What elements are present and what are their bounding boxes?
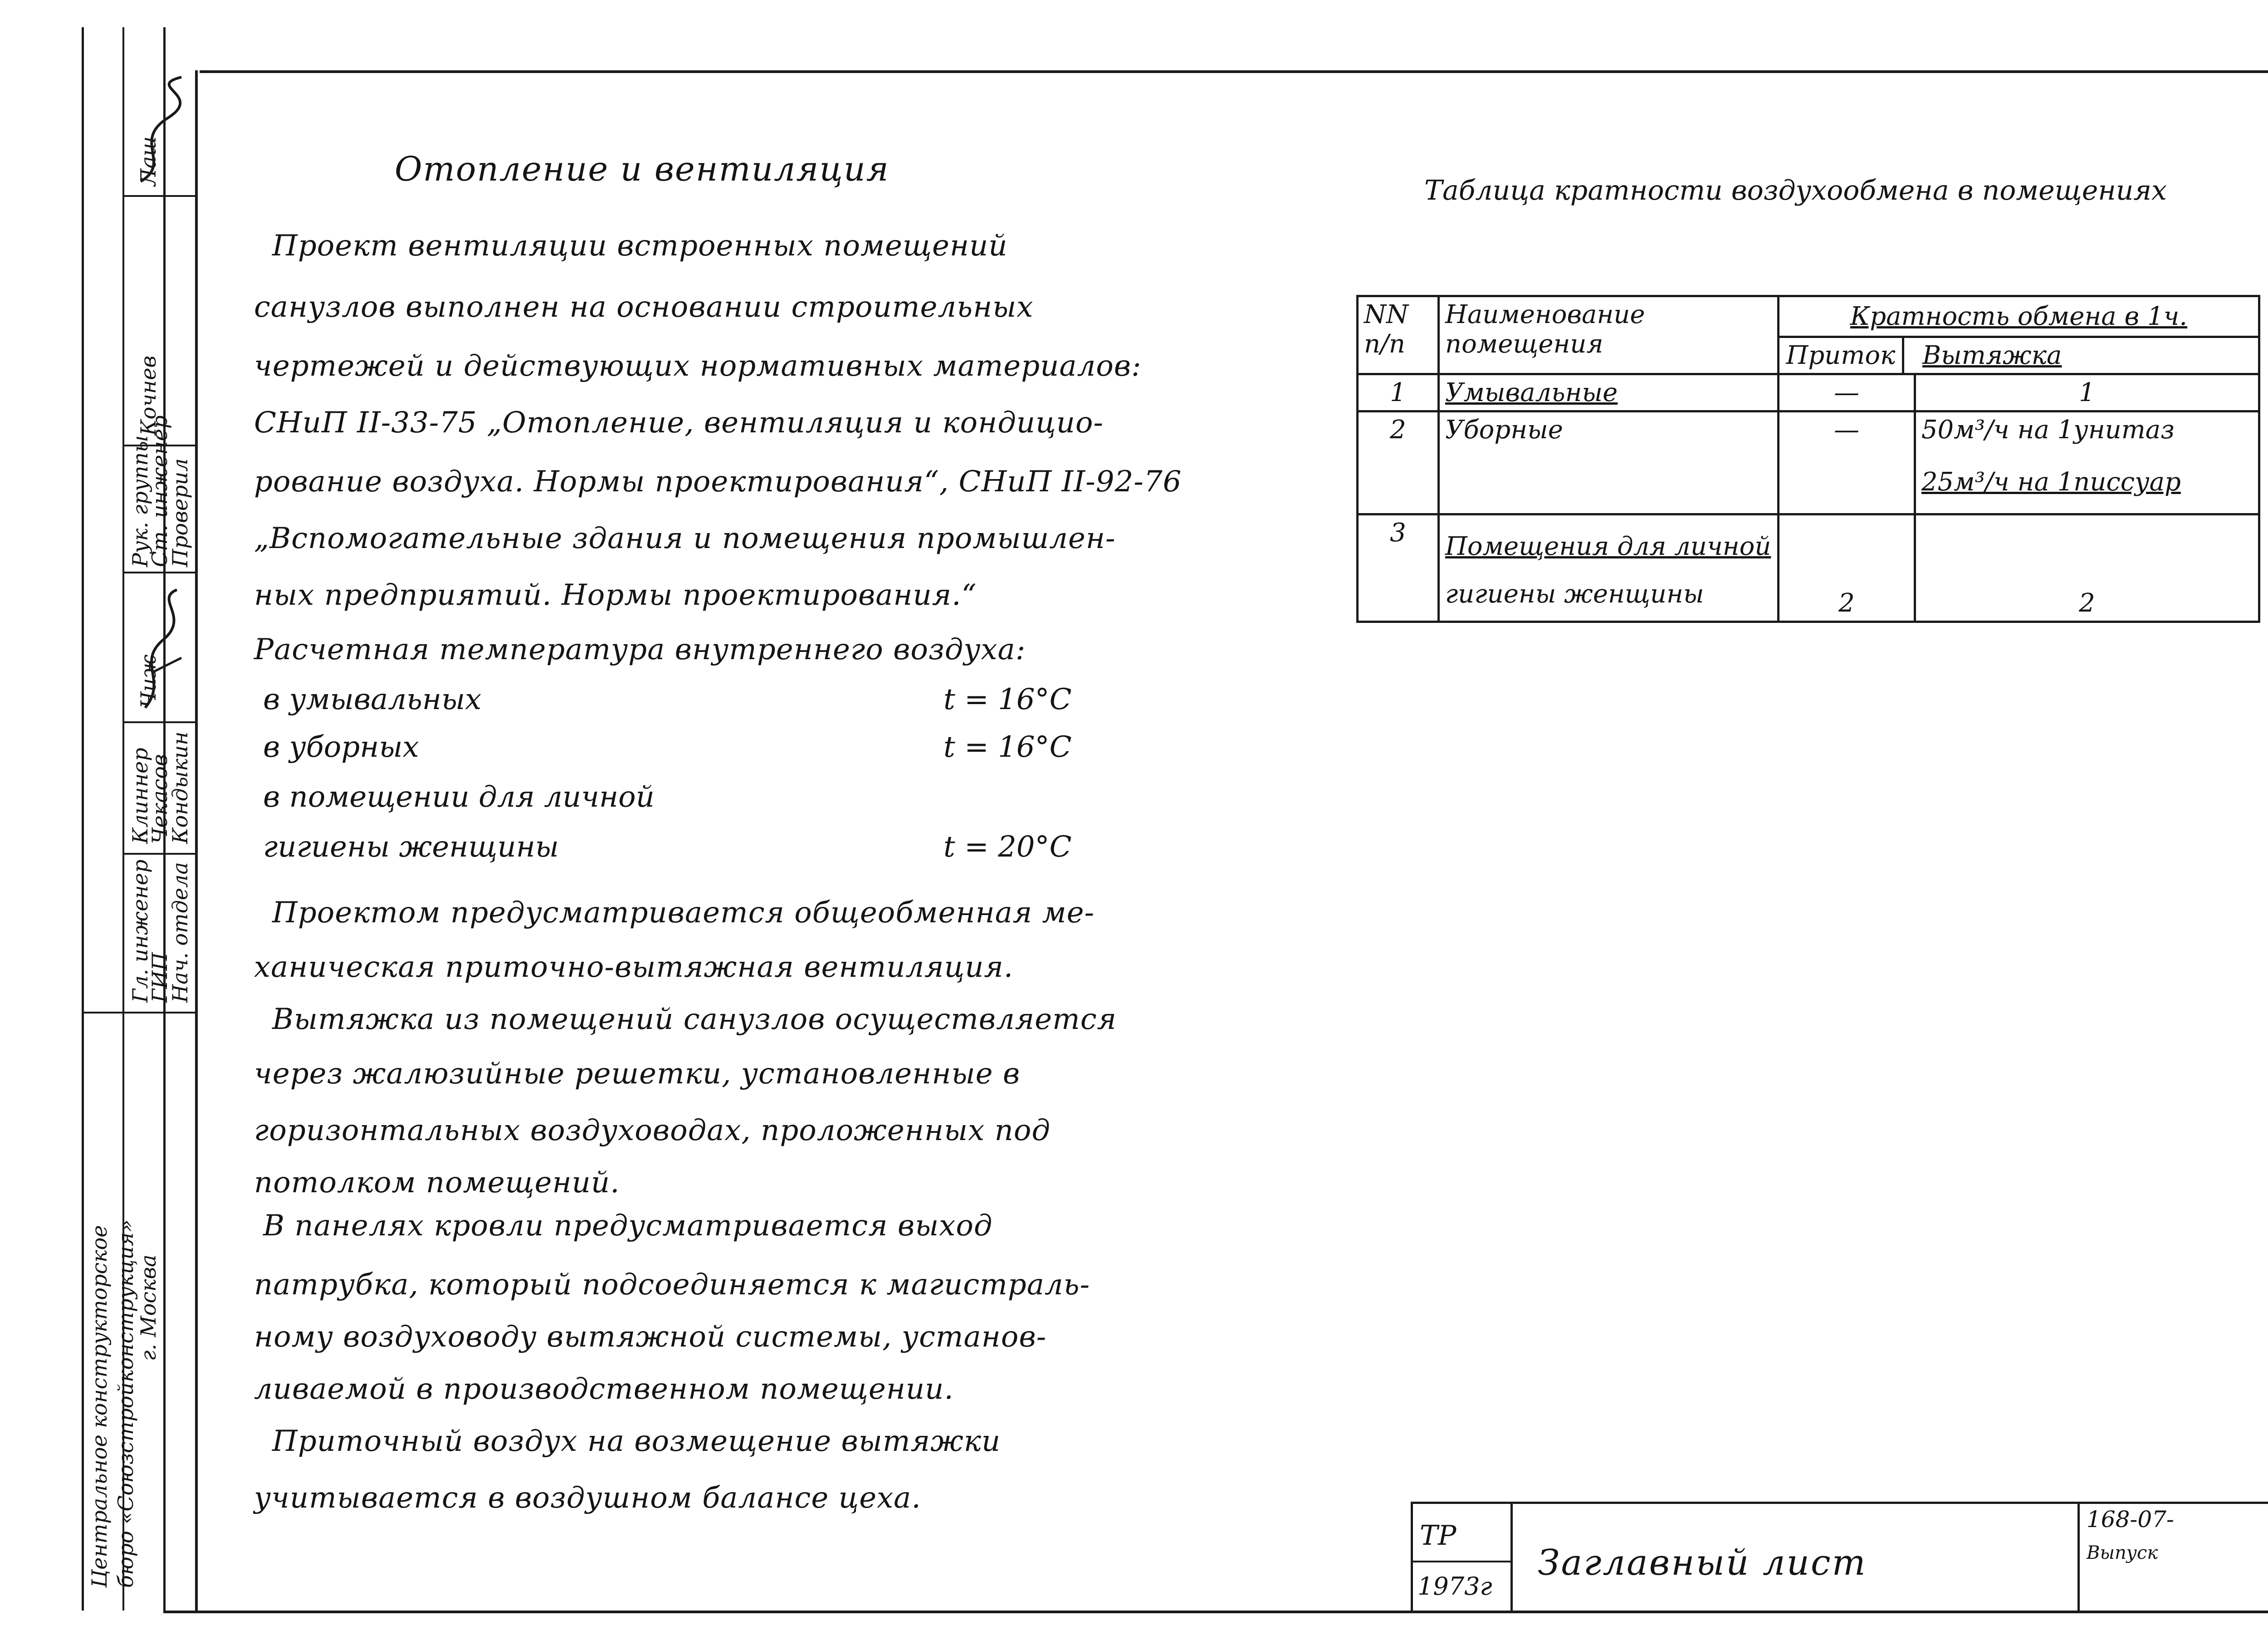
titleblock-div2 xyxy=(2077,1502,2080,1611)
row-pritok: 2 xyxy=(1779,514,1915,622)
row-vytyazhka: 50м³/ч на 1унитаз 25м³/ч на 1писсуар xyxy=(1915,411,2259,514)
table-header-row xyxy=(1358,296,2259,374)
temp-value: t = 16°С xyxy=(943,730,1072,764)
row-number: 3 xyxy=(1358,514,1439,622)
header-kratnost: Кратность обмена в 1ч. Приток Вытяжка xyxy=(1779,296,2259,374)
body-line: Проект вентиляции встроенных помещений xyxy=(272,229,1008,263)
row-name: Помещения для личной гигиены женщины xyxy=(1439,514,1779,622)
row-vytyazhka: 2 xyxy=(1915,514,2259,622)
body-line: В панелях кровли предусматривается выход xyxy=(263,1209,993,1243)
temp-place: в помещении для личной xyxy=(263,780,655,814)
body-line: СНиП II-33-75 „Отопление, вентиляция и кондицио- xyxy=(254,406,1104,440)
row-number: 1 xyxy=(1358,374,1439,411)
frame-left xyxy=(195,70,198,1613)
body-line: Расчетная температура внутреннего воздуха: xyxy=(254,633,1026,666)
titleblock-top xyxy=(1411,1502,2268,1504)
temp-place: гигиены женщины xyxy=(263,830,559,864)
stamp-role-1: Гл. инженер xyxy=(128,859,152,1003)
table-row xyxy=(1358,411,2259,514)
section-title: Отопление и вентиляция xyxy=(395,150,890,189)
stamp-role-5: Ст. инженер xyxy=(147,415,172,567)
titleblock-series: ТР xyxy=(1420,1520,1457,1552)
body-line: потолком помещений. xyxy=(254,1166,620,1200)
body-line: санузлов выполнен на основании строительных xyxy=(254,290,1034,324)
stamp-city: г. Москва xyxy=(136,1254,161,1361)
temp-place: в умывальных xyxy=(263,683,482,716)
stamp-outer-left xyxy=(82,27,84,1611)
header-pritok: Приток xyxy=(1779,338,1904,373)
stamp-divider-4 xyxy=(122,721,195,723)
header-nn: NN п/п xyxy=(1358,296,1439,374)
temp-place: в уборных xyxy=(263,730,419,764)
stamp-name-4: Чиж xyxy=(136,654,161,708)
stamp-name-2: Чекасов xyxy=(147,754,172,844)
body-line: горизонтальных воздуховодах, проложенных под xyxy=(254,1114,1051,1147)
stamp-divider-3 xyxy=(122,572,195,573)
row-number: 2 xyxy=(1358,411,1439,514)
body-line: патрубка, который подсоединяется к магистраль- xyxy=(254,1268,1090,1302)
temperature-row xyxy=(263,730,1125,764)
row-vytyazhka: 1 xyxy=(1915,374,2259,411)
titleblock-issue: Выпуск xyxy=(2087,1542,2158,1563)
row-name: Умывальные xyxy=(1439,374,1779,411)
header-vytyazhka: Вытяжка xyxy=(1922,341,2062,370)
row-name: Уборные xyxy=(1439,411,1779,514)
body-line: ному воздуховоду вытяжной системы, установ- xyxy=(254,1320,1047,1354)
air-exchange-table xyxy=(1356,295,2260,623)
body-line: Вытяжка из помещений санузлов осуществляется xyxy=(272,1003,1117,1036)
body-line: учитывается в воздушном балансе цеха. xyxy=(254,1481,921,1515)
temp-value: t = 20°С xyxy=(943,830,1072,864)
stamp-divider-1 xyxy=(122,195,195,197)
stamp-divider-6 xyxy=(84,1012,195,1014)
row-pritok: — xyxy=(1779,374,1915,411)
body-line: Приточный воздух на возмещение вытяжки xyxy=(272,1425,1001,1458)
stamp-role-3: Нач. отдела xyxy=(168,862,192,1003)
stamp-divider-5 xyxy=(122,853,195,855)
row-pritok: — xyxy=(1779,411,1915,514)
body-line: ных предприятий. Нормы проектирования.“ xyxy=(254,578,977,612)
stamp-role-6: Проверил xyxy=(168,458,192,567)
stamp-name-6: Лаш xyxy=(136,136,161,186)
body-line: ханическая приточно-вытяжная вентиляция. xyxy=(254,950,1014,984)
header-name: Наименование помещения xyxy=(1439,296,1779,374)
signature-mark xyxy=(127,581,191,717)
body-line: ливаемой в производственном помещении. xyxy=(254,1372,954,1406)
stamp-org: Центральное конструкторское xyxy=(87,1225,112,1588)
table-row xyxy=(1358,374,2259,411)
stamp-name-5: Кочнев xyxy=(136,355,161,436)
temp-value: t = 16°С xyxy=(943,683,1072,716)
temperature-row xyxy=(263,683,1125,716)
temperature-row xyxy=(263,830,1125,864)
temperature-row xyxy=(263,780,1125,814)
body-line: чертежей и действующих нормативных материалов: xyxy=(254,349,1142,383)
frame-top xyxy=(200,70,2268,73)
titleblock-hline xyxy=(1411,1561,1510,1562)
frame-bottom xyxy=(163,1611,2268,1613)
titleblock-left xyxy=(1411,1502,1413,1611)
body-line: рование воздуха. Нормы проектирования“, СНиП II-92-76 xyxy=(254,465,1182,499)
body-line: через жалюзийные решетки, установленные в xyxy=(254,1057,1021,1091)
table-row xyxy=(1358,514,2259,622)
titleblock-sheet-name: Заглавный лист xyxy=(1538,1542,1867,1583)
titleblock-code: 168-07- xyxy=(2087,1506,2174,1532)
stamp-role-2: ГИП xyxy=(147,952,172,1003)
body-line: Проектом предусматривается общеобменная ме- xyxy=(272,896,1095,930)
body-line: „Вспомогательные здания и помещения промышлен- xyxy=(254,522,1116,555)
stamp-role-4: Рук. группы xyxy=(128,435,152,567)
titleblock-year: 1973г xyxy=(1418,1572,1492,1601)
signature-mark xyxy=(127,73,191,191)
table-caption: Таблица кратности воздухообмена в помещениях xyxy=(1424,175,2167,206)
stamp-name-3: Кондыкин xyxy=(168,731,192,844)
titleblock-div1 xyxy=(1510,1502,1513,1611)
stamp-org2: бюро «Союзстройконструкция» xyxy=(113,1219,138,1588)
stamp-name-1: Клиннер xyxy=(128,748,152,844)
